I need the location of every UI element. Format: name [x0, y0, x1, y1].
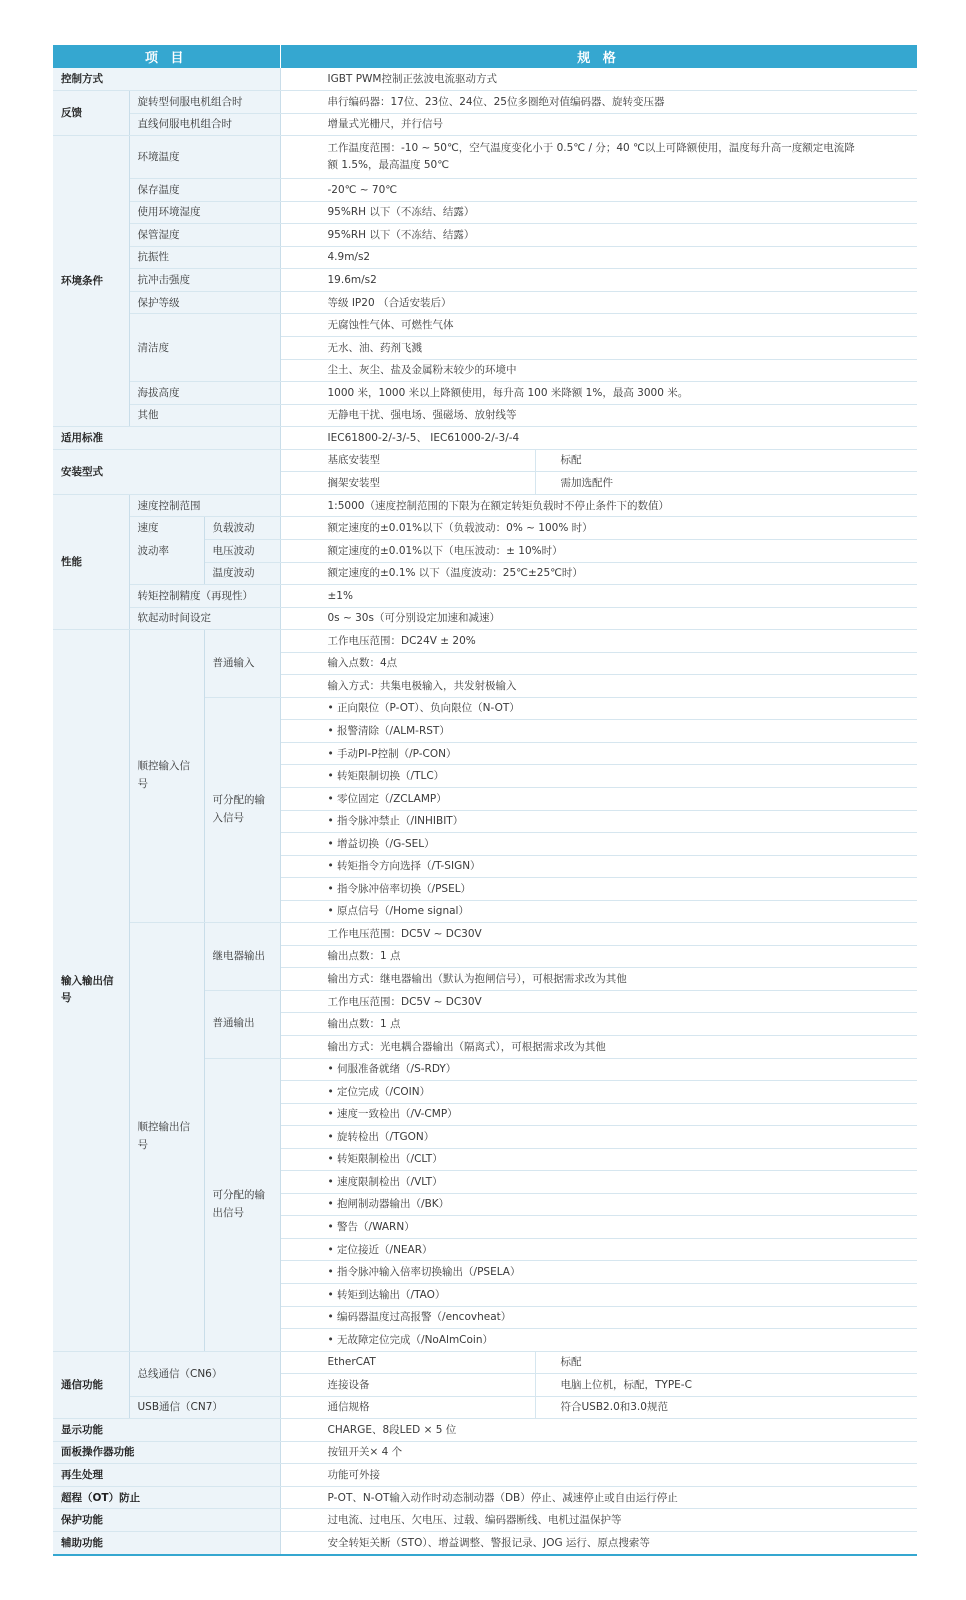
mounting-type: 搁架安装型 [280, 472, 535, 495]
sub-label-usb: USB通信（CN7） [129, 1396, 280, 1419]
sub-label-ambient-humidity: 使用环境湿度 [129, 201, 280, 224]
value-assignable-input: • 报警清除（/ALM-RST） [280, 720, 917, 743]
value-assignable-output: • 伺服准备就绪（/S-RDY） [280, 1058, 917, 1081]
value-assignable-input: • 指令脉冲禁止（/INHIBIT） [280, 810, 917, 833]
sub-label-altitude: 海拔高度 [129, 382, 280, 405]
table-header [53, 45, 917, 68]
mounting-type: 基底安装型 [280, 449, 535, 472]
sub-label-normal-output: 普通输出 [204, 990, 280, 1058]
value-assignable-output: • 编码器温度过高报警（/encovheat） [280, 1306, 917, 1329]
value-shock: 19.6m/s2 [280, 269, 917, 292]
row-label-standards: 适用标准 [53, 427, 280, 450]
comm-name: 连接设备 [280, 1374, 535, 1397]
row-label-comm: 通信功能 [53, 1351, 129, 1419]
value-protection: 等级 IP20 （合适安装后） [280, 291, 917, 314]
sub-label-seq-out: 顺控输出信号 [129, 923, 204, 1351]
row-label-control-mode: 控制方式 [53, 68, 280, 91]
comm-name: EtherCAT [280, 1351, 535, 1374]
row-label-regen: 再生处理 [53, 1464, 280, 1487]
row-value-regen: 功能可外接 [280, 1464, 917, 1487]
row-value-display: CHARGE、8段LED × 5 位 [280, 1419, 917, 1442]
value-assignable-input: • 转矩指令方向选择（/T-SIGN） [280, 855, 917, 878]
row-label-display: 显示功能 [53, 1419, 280, 1442]
sub-label-torque-accuracy: 转矩控制精度（再现性） [129, 585, 280, 608]
value-assignable-input: • 正向限位（P-OT）、负向限位（N-OT） [280, 697, 917, 720]
header-item: 项 目 [53, 45, 280, 68]
value-assignable-output: • 旋转检出（/TGON） [280, 1126, 917, 1149]
table-row [53, 136, 917, 179]
value-ambient-humidity: 95%RH 以下（不冻结、结露） [280, 201, 917, 224]
value-normal-output: 输出点数：1 点 [280, 1013, 917, 1036]
row-value-control-mode: IGBT PWM控制正弦波电流驱动方式 [280, 68, 917, 91]
comm-value: 电脑上位机，标配，TYPE-C [535, 1374, 917, 1397]
value-storage-humidity: 95%RH 以下（不冻结、结露） [280, 224, 917, 247]
row-label-environment: 环境条件 [53, 136, 129, 427]
value-assignable-output: • 定位完成（/COIN） [280, 1081, 917, 1104]
row-value-standards: IEC61800-2/-3/-5、 IEC61000-2/-3/-4 [280, 427, 917, 450]
sub-label-other: 其他 [129, 404, 280, 427]
value-assignable-input: • 指令脉冲倍率切换（/PSEL） [280, 878, 917, 901]
table-row [53, 1419, 917, 1442]
table-row [53, 224, 917, 247]
comm-value: 标配 [535, 1351, 917, 1374]
value-relay-output: 输出方式：继电器输出（默认为抱闸信号），可根据需求改为其他 [280, 968, 917, 991]
table-row [53, 246, 917, 269]
table-row [53, 1509, 917, 1532]
value-torque-accuracy: ±1% [280, 585, 917, 608]
table-row [53, 517, 917, 540]
sub-label-ambient-temp: 环境温度 [129, 136, 280, 179]
value-normal-input: 工作电压范围：DC24V ± 20% [280, 630, 917, 653]
sub-label-assignable-input: 可分配的输入信号 [204, 697, 280, 922]
table-row [53, 404, 917, 427]
mounting-note: 标配 [535, 449, 917, 472]
row-label-io: 输入输出信号 [53, 630, 129, 1352]
value-assignable-input: • 增益切换（/G-SEL） [280, 833, 917, 856]
value-cleanliness: 无水、油、药剂飞溅 [280, 337, 917, 360]
value-relay-output: 工作电压范围：DC5V ~ DC30V [280, 923, 917, 946]
value-assignable-output: • 警告（/WARN） [280, 1216, 917, 1239]
value-normal-input: 输入方式：共集电极输入，共发射极输入 [280, 675, 917, 698]
value-assignable-output: • 转矩限制检出（/CLT） [280, 1148, 917, 1171]
sub-label-speed: 速度 [129, 517, 204, 540]
sub-label-speed-range: 速度控制范围 [129, 494, 280, 517]
table-row [53, 269, 917, 292]
value-relay-output: 输出点数：1 点 [280, 945, 917, 968]
value-temperature: 额定速度的±0.1% 以下（温度波动：25℃±25℃时） [280, 562, 917, 585]
value-rotary: 串行编码器：17位、23位、24位、25位多圈绝对值编码器、旋转变压器 [280, 91, 917, 114]
sub-label-bus: 总线通信（CN6） [129, 1351, 280, 1396]
value-assignable-input: • 手动PI-P控制（/P-CON） [280, 742, 917, 765]
value-assignable-output: • 定位接近（/NEAR） [280, 1238, 917, 1261]
table-row [53, 449, 917, 472]
value-normal-output: 输出方式：光电耦合器输出（隔离式），可根据需求改为其他 [280, 1035, 917, 1058]
row-label-overtravel: 超程（OT）防止 [53, 1486, 280, 1509]
table-row [53, 539, 917, 562]
table-row [53, 1351, 917, 1374]
sub-label-temperature: 温度波动 [204, 562, 280, 585]
header-spec: 规 格 [280, 45, 917, 68]
row-value-overtravel: P-OT、N-OT输入动作时动态制动器（DB）停止、减速停止或自由运行停止 [280, 1486, 917, 1509]
table-row [53, 607, 917, 630]
row-value-panel: 按钮开关× 4 个 [280, 1441, 917, 1464]
table-row [53, 1532, 917, 1555]
row-label-feedback: 反馈 [53, 91, 129, 136]
row-label-mounting: 安装型式 [53, 449, 280, 494]
table-row [53, 1441, 917, 1464]
table-row [53, 427, 917, 450]
value-assignable-input: • 零位固定（/ZCLAMP） [280, 787, 917, 810]
value-assignable-output: • 转矩到达输出（/TAO） [280, 1284, 917, 1307]
table-row [53, 630, 917, 653]
value-soft-start: 0s ~ 30s（可分别设定加速和减速） [280, 607, 917, 630]
spec-table [53, 45, 918, 1556]
value-altitude: 1000 米，1000 米以上降额使用，每升高 100 米降额 1%，最高 3000 米。 [280, 382, 917, 405]
table-row [53, 1396, 917, 1419]
sub-label-load: 负载波动 [204, 517, 280, 540]
sub-label-vibration: 抗振性 [129, 246, 280, 269]
sub-label-linear: 直线伺服电机组合时 [129, 113, 280, 136]
value-assignable-output: • 无故障定位完成（/NoAlmCoin） [280, 1329, 917, 1352]
sub-label-shock: 抗冲击强度 [129, 269, 280, 292]
sub-label-voltage: 电压波动 [204, 539, 280, 562]
value-normal-input: 输入点数：4点 [280, 652, 917, 675]
value-assignable-output: • 速度限制检出（/VLT） [280, 1171, 917, 1194]
value-assignable-output: • 速度一致检出（/V-CMP） [280, 1103, 917, 1126]
table-row [53, 291, 917, 314]
value-assignable-output: • 指令脉冲输入倍率切换输出（/PSELA） [280, 1261, 917, 1284]
table-row [53, 91, 917, 114]
row-label-panel: 面板操作器功能 [53, 1441, 280, 1464]
row-label-performance: 性能 [53, 494, 129, 629]
sub-label-cleanliness: 清洁度 [129, 314, 280, 382]
value-load: 额定速度的±0.01%以下（负载波动：0% ~ 100% 时） [280, 517, 917, 540]
table-row [53, 314, 917, 337]
row-value-protection-fn: 过电流、过电压、欠电压、过载、编码器断线、电机过温保护等 [280, 1509, 917, 1532]
table-row [53, 179, 917, 202]
value-assignable-input: • 原点信号（/Home signal） [280, 900, 917, 923]
value-other: 无静电干扰、强电场、强磁场、放射线等 [280, 404, 917, 427]
table-row [53, 1486, 917, 1509]
sub-label-normal-input: 普通输入 [204, 630, 280, 698]
sub-label-protection: 保护等级 [129, 291, 280, 314]
value-assignable-input: • 转矩限制切换（/TLC） [280, 765, 917, 788]
table-row [53, 923, 917, 946]
value-normal-output: 工作电压范围：DC5V ~ DC30V [280, 990, 917, 1013]
row-label-aux-fn: 辅助功能 [53, 1532, 280, 1555]
value-ambient-temp: 工作温度范围：-10 ~ 50℃，空气温度变化小于 0.5℃ / 分；40 ℃以上可降额使用，温度每升高一度额定电流降额 1.5%，最高温度 50℃ [280, 136, 917, 179]
comm-name: 通信规格 [280, 1396, 535, 1419]
row-value-aux-fn: 安全转矩关断（STO）、增益调整、警报记录、JOG 运行、原点搜索等 [280, 1532, 917, 1555]
sub-label-soft-start: 软起动时间设定 [129, 607, 280, 630]
sub-label-seq-in: 顺控输入信号 [129, 630, 204, 923]
sub-label-assignable-output: 可分配的输出信号 [204, 1058, 280, 1351]
sub-label-relay-output: 继电器输出 [204, 923, 280, 991]
row-label-protection-fn: 保护功能 [53, 1509, 280, 1532]
value-assignable-output: • 抱闸制动器输出（/BK） [280, 1193, 917, 1216]
table-row [53, 201, 917, 224]
table-row [53, 68, 917, 91]
value-vibration: 4.9m/s2 [280, 246, 917, 269]
mounting-note: 需加选配件 [535, 472, 917, 495]
value-cleanliness: 尘土、灰尘、盐及金属粉末较少的环境中 [280, 359, 917, 382]
sub-label-rotary: 旋转型伺服电机组合时 [129, 91, 280, 114]
sub-label-fluctuation: 波动率 [129, 539, 204, 584]
table-row [53, 1464, 917, 1487]
table-row [53, 585, 917, 608]
sub-label-storage-temp: 保存温度 [129, 179, 280, 202]
sub-label-storage-humidity: 保管湿度 [129, 224, 280, 247]
table-row [53, 113, 917, 136]
value-storage-temp: -20℃ ~ 70℃ [280, 179, 917, 202]
value-linear: 增量式光栅尺，并行信号 [280, 113, 917, 136]
table-row [53, 494, 917, 517]
value-voltage: 额定速度的±0.01%以下（电压波动：± 10%时） [280, 539, 917, 562]
comm-value: 符合USB2.0和3.0规范 [535, 1396, 917, 1419]
value-speed-range: 1:5000（速度控制范围的下限为在额定转矩负载时不停止条件下的数值） [280, 494, 917, 517]
table-row [53, 382, 917, 405]
value-cleanliness: 无腐蚀性气体、可燃性气体 [280, 314, 917, 337]
